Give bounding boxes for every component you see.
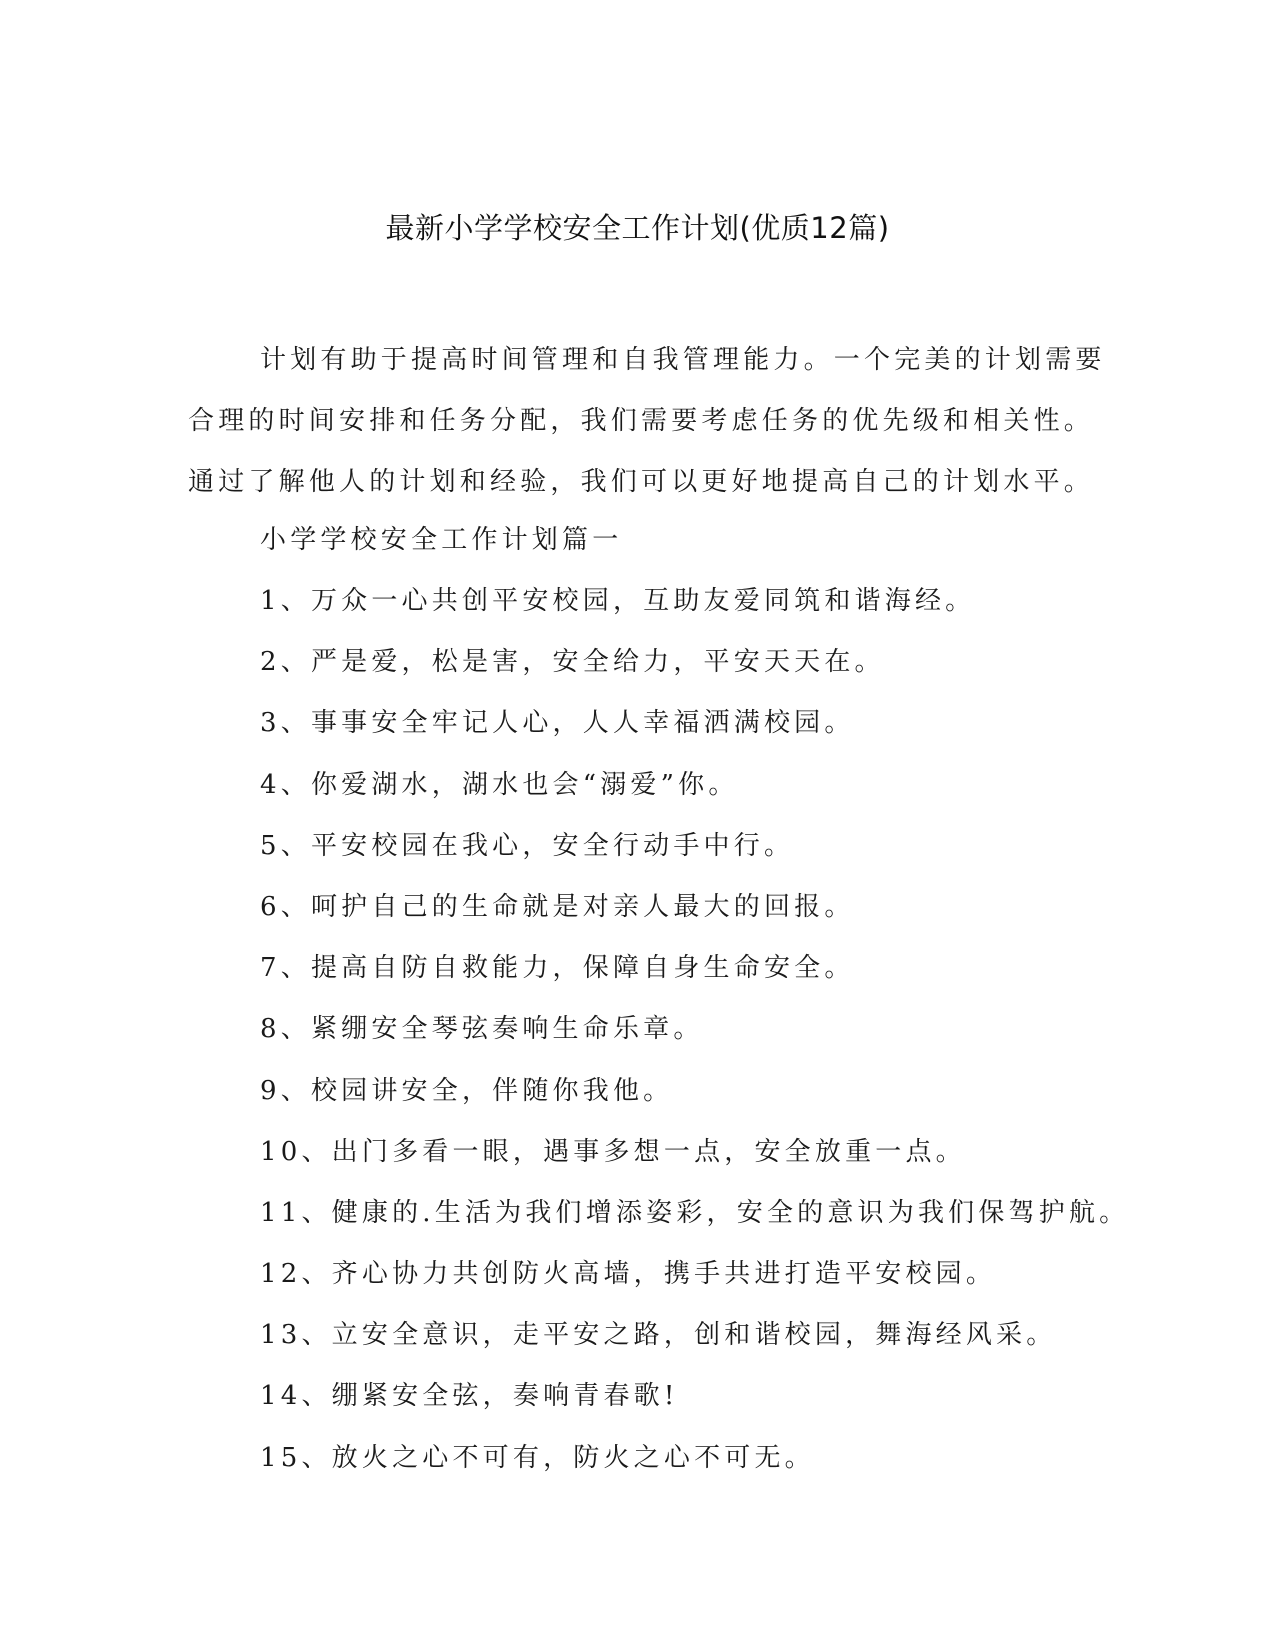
- slogan-item: 7、提高自防自救能力，保障自身生命安全。: [260, 953, 855, 984]
- slogan-item: 2、严是爱，松是害，安全给力，平安天天在。: [260, 647, 885, 678]
- slogan-item: 15、放火之心不可有，防火之心不可无。: [260, 1442, 815, 1473]
- slogan-item: 13、立安全意识，走平安之路，创和谐校园，舞海经风采。: [260, 1320, 1057, 1351]
- slogan-list: [260, 571, 1129, 1489]
- intro-line: 合理的时间安排和任务分配，我们需要考虑任务的优先级和相关性。: [188, 406, 1095, 436]
- document-title: 最新小学学校安全工作计划(优质12篇): [385, 211, 890, 245]
- slogan-item: 14、绷紧安全弦，奏响青春歌!: [260, 1381, 679, 1412]
- intro-paragraph: [188, 330, 1106, 513]
- slogan-item: 11、健康的.生活为我们增添姿彩，安全的意识为我们保驾护航。: [260, 1197, 1130, 1228]
- slogan-item: 5、平安校园在我心，安全行动手中行。: [260, 830, 795, 861]
- slogan-item: 4、你爱湖水，湖水也会“溺爱”你。: [260, 769, 739, 800]
- slogan-item: 3、事事安全牢记人心，人人幸福洒满校园。: [260, 708, 855, 739]
- slogan-item: 1、万众一心共创平安校园，互助友爱同筑和谐海经。: [260, 586, 976, 616]
- slogan-item: 8、紧绷安全琴弦奏响生命乐章。: [260, 1014, 704, 1045]
- slogan-item: 9、校园讲安全，伴随你我他。: [260, 1075, 674, 1106]
- intro-line: 通过了解他人的计划和经验，我们可以更好地提高自己的计划水平。: [188, 467, 1095, 497]
- slogan-item: 10、出门多看一眼，遇事多想一点，安全放重一点。: [260, 1136, 966, 1167]
- slogan-item: 6、呵护自己的生命就是对亲人最大的回报。: [260, 891, 855, 922]
- intro-line: 计划有助于提高时间管理和自我管理能力。一个完美的计划需要: [260, 345, 1106, 375]
- slogan-item: 12、齐心协力共创防火高墙，携手共进打造平安校园。: [260, 1259, 997, 1290]
- section-heading: 小学学校安全工作计划篇一: [260, 525, 623, 555]
